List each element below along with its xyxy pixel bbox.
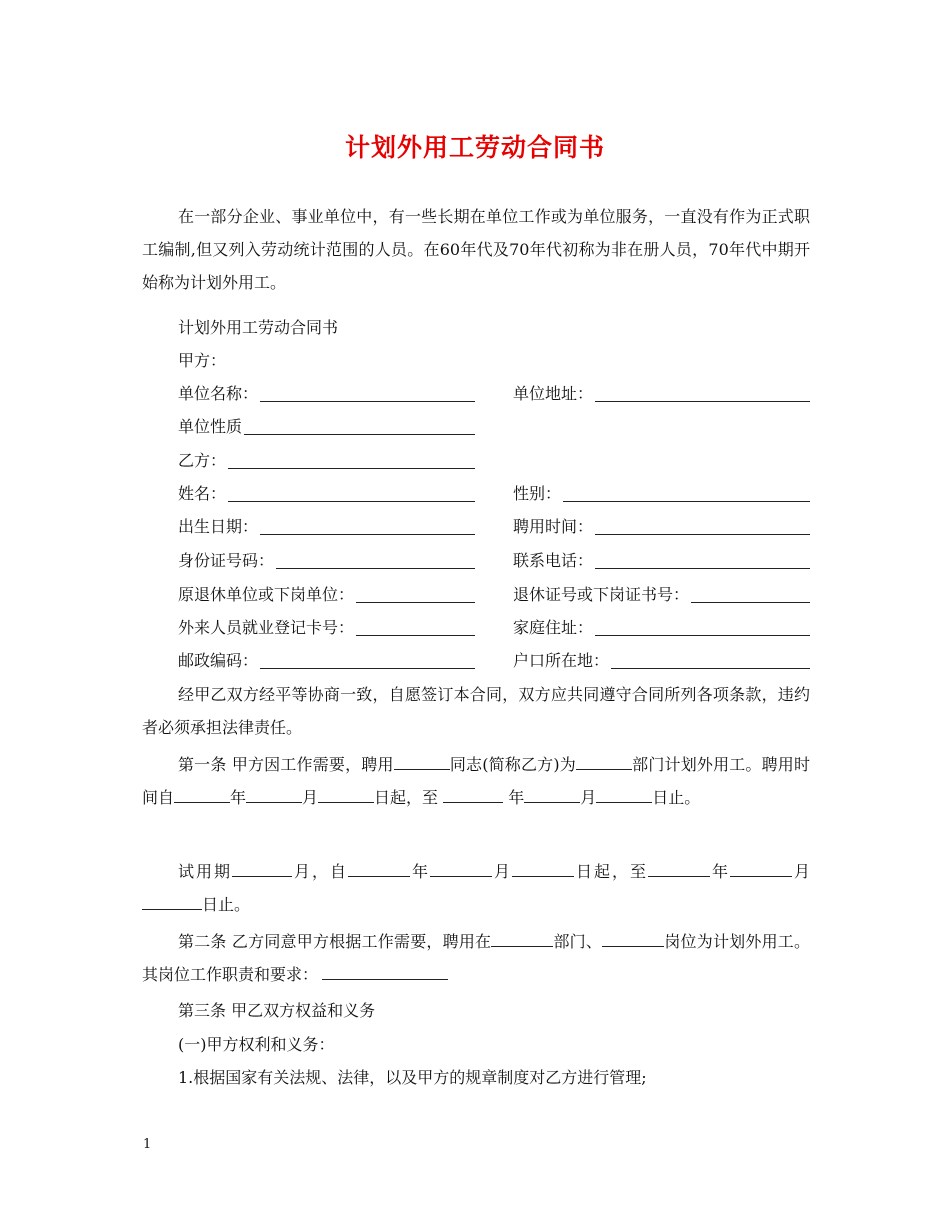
probation-start-month-blank[interactable] xyxy=(430,859,492,877)
id-number-blank[interactable] xyxy=(276,544,475,569)
agreement-paragraph: 经甲乙双方经平等协商一致，自愿签订本合同，双方应共同遵守合同所列各项条款，违约者必须承担法律责任。 xyxy=(142,685,810,737)
article-2-department-blank[interactable] xyxy=(491,929,553,947)
subtitle: 计划外用工劳动合同书 xyxy=(178,318,339,337)
id-number-label: 身份证号码： xyxy=(178,551,275,570)
article-2-text-1: 第二条 乙方同意甲方根据工作需要，聘用在 xyxy=(178,932,492,951)
postcode-label: 邮政编码： xyxy=(178,651,259,670)
postcode-blank[interactable] xyxy=(260,644,475,669)
probation-text-2: 月，自 xyxy=(291,862,348,881)
postcode-field[interactable] xyxy=(178,644,475,677)
article-1-text-5: 月 xyxy=(302,788,319,807)
unit-name-label: 单位名称： xyxy=(178,384,259,403)
item-1: 1.根据国家有关法规、法律，以及甲方的规章制度对乙方进行管理; xyxy=(178,1068,647,1087)
probation-start-day-blank[interactable] xyxy=(512,859,574,877)
duties-blank[interactable] xyxy=(322,962,448,980)
retire-cert-label: 退休证号或下岗证书号： xyxy=(513,585,690,604)
end-month-blank[interactable] xyxy=(524,785,580,803)
unit-address-field[interactable] xyxy=(513,377,810,410)
probation-end-month-blank[interactable] xyxy=(730,859,792,877)
unit-name-field[interactable] xyxy=(178,377,475,410)
row-unit xyxy=(178,377,810,410)
end-day-blank[interactable] xyxy=(596,785,652,803)
probation-text-3: 年 xyxy=(409,862,430,881)
probation-text-7: 月 xyxy=(791,862,810,881)
migrant-card-label: 外来人员就业登记卡号： xyxy=(178,618,355,637)
migrant-card-blank[interactable] xyxy=(356,611,475,636)
unit-address-blank[interactable] xyxy=(595,377,810,402)
department-blank[interactable] xyxy=(576,752,632,770)
row-post-hukou xyxy=(178,644,810,677)
hire-time-blank[interactable] xyxy=(595,510,810,535)
hire-time-field[interactable] xyxy=(513,510,810,543)
probation-text-8: 日止。 xyxy=(202,895,251,914)
probation-paragraph xyxy=(142,855,810,921)
article-2-post-blank[interactable] xyxy=(602,929,664,947)
article-1-text-3: 部门计划外用工。聘用时间自 xyxy=(142,755,810,807)
row-id-phone xyxy=(178,544,810,577)
party-b-field[interactable] xyxy=(178,444,475,477)
unit-address-label: 单位地址： xyxy=(513,384,594,403)
retire-cert-blank[interactable] xyxy=(691,578,810,603)
migrant-card-field[interactable] xyxy=(178,611,475,644)
document-title: 计划外用工劳动合同书 xyxy=(344,133,605,162)
row-migrant-home xyxy=(178,611,810,644)
phone-field[interactable] xyxy=(513,544,810,577)
article-2 xyxy=(142,925,810,991)
article-1-text-7: 年 xyxy=(503,788,525,807)
article-1-text-4: 年 xyxy=(230,788,247,807)
unit-name-blank[interactable] xyxy=(260,377,475,402)
article-1-text-1: 第一条 甲方因工作需要，聘用 xyxy=(178,755,394,774)
employee-name-blank[interactable] xyxy=(394,752,450,770)
section-1: (一)甲方权利和义务： xyxy=(178,1035,335,1054)
row-birth-hire xyxy=(178,510,810,543)
row-party-b xyxy=(178,444,810,477)
id-number-field[interactable] xyxy=(178,544,475,577)
gender-field[interactable] xyxy=(513,477,810,510)
original-unit-label: 原退休单位或下岗单位： xyxy=(178,585,355,604)
birth-date-label: 出生日期： xyxy=(178,517,259,536)
probation-months-blank[interactable] xyxy=(232,859,292,877)
probation-text-1: 试用期 xyxy=(178,862,232,881)
hire-time-label: 聘用时间： xyxy=(513,517,594,536)
name-blank[interactable] xyxy=(228,477,475,502)
home-address-blank[interactable] xyxy=(595,611,810,636)
article-2-text-2: 部门、 xyxy=(553,932,603,951)
birth-date-blank[interactable] xyxy=(260,510,475,535)
row-retire xyxy=(178,578,810,611)
intro-paragraph: 在一部分企业、事业单位中，有一些长期在单位工作或为单位服务，一直没有作为正式职工编制,但又列入劳动统计范围的人员。在60年代及70年代初称为非在册人员，70年代中期开始称为计划外用工。 xyxy=(142,207,810,292)
hukou-label: 户口所在地： xyxy=(513,651,610,670)
name-label: 姓名： xyxy=(178,484,227,503)
name-field[interactable] xyxy=(178,477,475,510)
original-unit-blank[interactable] xyxy=(356,578,475,603)
probation-text-4: 月 xyxy=(491,862,512,881)
probation-text-5: 日起，至 xyxy=(573,862,648,881)
retire-cert-field[interactable] xyxy=(513,578,810,611)
hukou-field[interactable] xyxy=(513,644,810,677)
article-1-text-9: 日止。 xyxy=(652,788,701,807)
party-a-label: 甲方： xyxy=(178,351,227,370)
gender-blank[interactable] xyxy=(563,477,810,502)
page-number: 1 xyxy=(143,1137,152,1152)
article-3: 第三条 甲乙双方权益和义务 xyxy=(178,1001,376,1020)
home-address-field[interactable] xyxy=(513,611,810,644)
row-name-gender xyxy=(178,477,810,510)
phone-label: 联系电话： xyxy=(513,551,594,570)
probation-end-day-blank[interactable] xyxy=(142,892,202,910)
probation-text-6: 年 xyxy=(709,862,730,881)
start-year-blank[interactable] xyxy=(174,785,230,803)
article-1-text-2: 同志(简称乙方)为 xyxy=(449,755,576,774)
probation-start-year-blank[interactable] xyxy=(348,859,410,877)
unit-nature-field[interactable] xyxy=(178,410,475,443)
party-b-label: 乙方： xyxy=(178,451,227,470)
party-b-blank[interactable] xyxy=(228,444,475,469)
original-unit-field[interactable] xyxy=(178,578,475,611)
end-year-blank[interactable] xyxy=(443,785,503,803)
hukou-blank[interactable] xyxy=(611,644,810,669)
row-unit-nature xyxy=(178,410,810,443)
unit-nature-label: 单位性质 xyxy=(178,417,243,436)
gender-label: 性别： xyxy=(513,484,562,503)
probation-end-year-blank[interactable] xyxy=(648,859,710,877)
birth-date-field[interactable] xyxy=(178,510,475,543)
phone-blank[interactable] xyxy=(595,544,810,569)
article-2-text-3: 岗位为计划外用工。其岗位工作职责和要求： xyxy=(142,932,810,984)
home-address-label: 家庭住址： xyxy=(513,618,594,637)
unit-nature-blank[interactable] xyxy=(244,410,475,435)
article-1 xyxy=(142,748,810,814)
article-1-text-8: 月 xyxy=(580,788,597,807)
start-month-blank[interactable] xyxy=(246,785,302,803)
start-day-blank[interactable] xyxy=(318,785,374,803)
article-1-text-6: 日起，至 xyxy=(374,788,444,807)
